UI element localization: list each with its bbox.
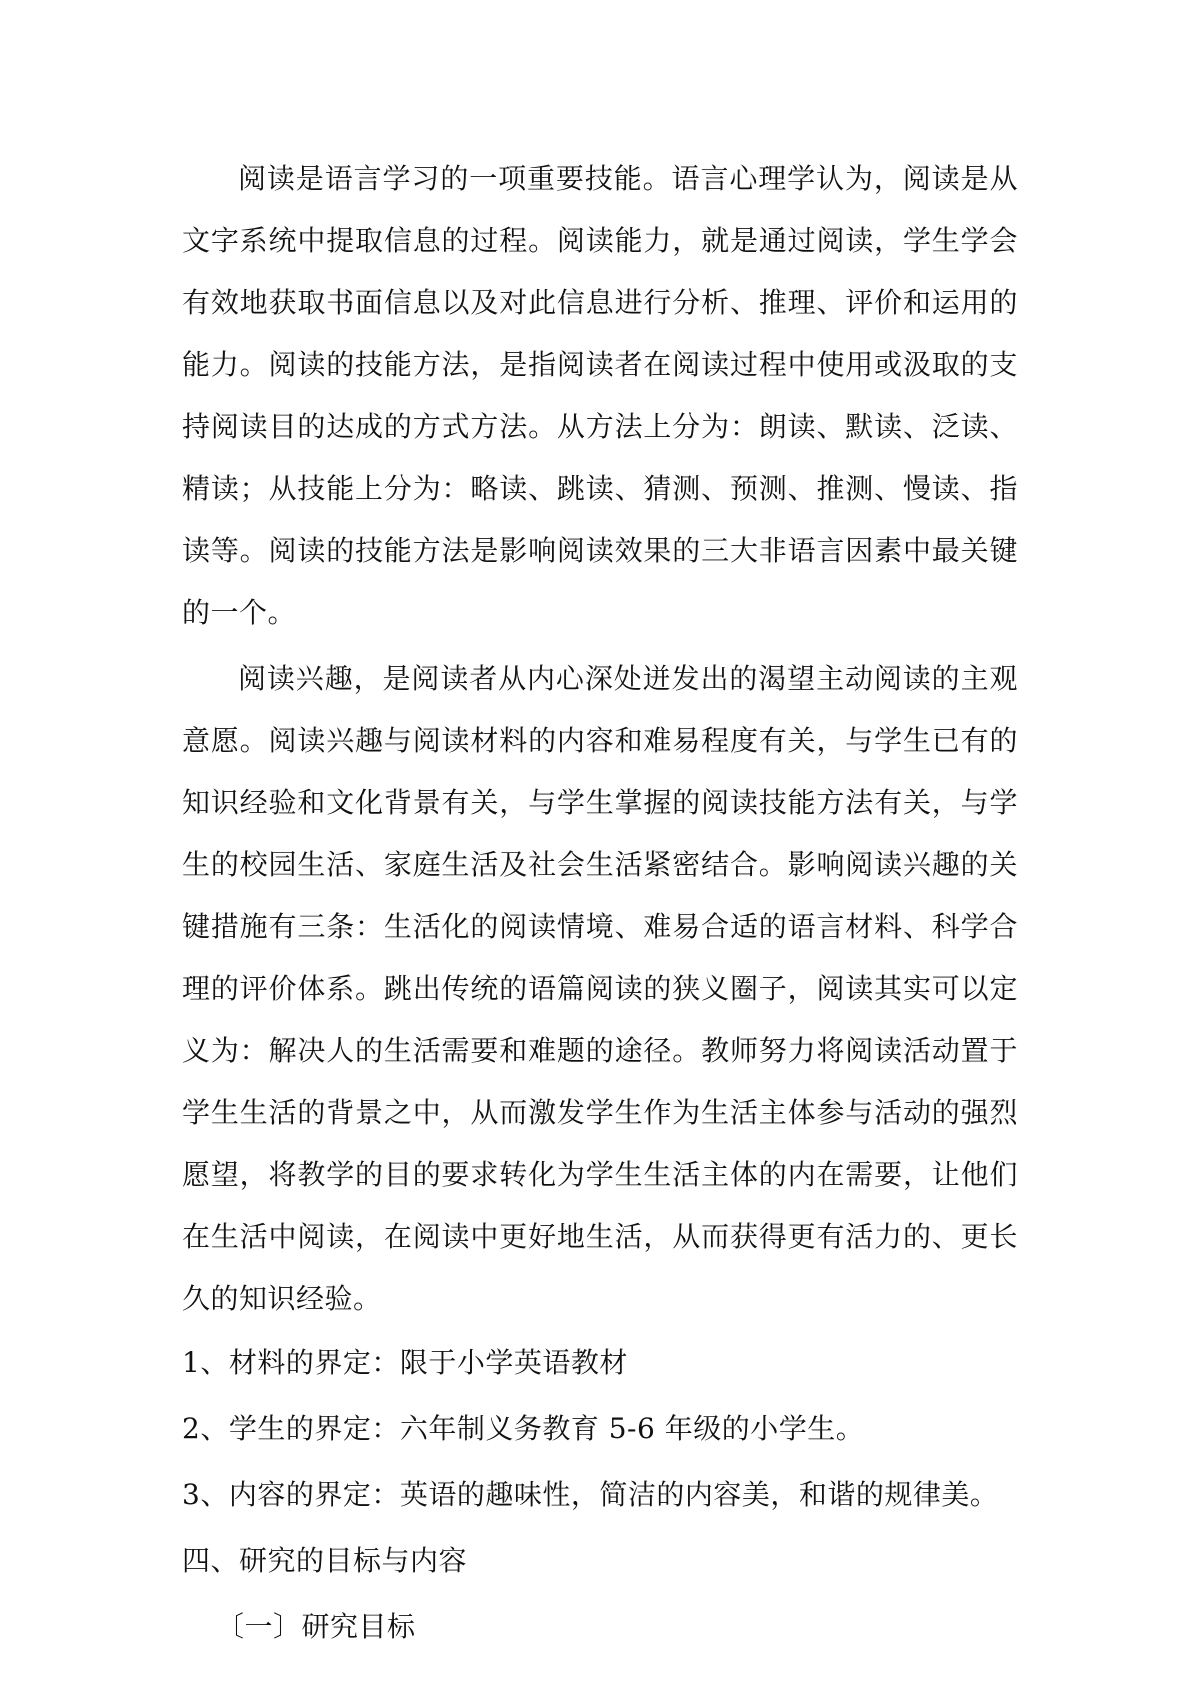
section-heading: 四、研究的目标与内容 (182, 1544, 468, 1577)
definition-material: 1、材料的界定：限于小学英语教材 (182, 1346, 628, 1379)
document-page (182, 148, 1018, 1660)
definition-students: 2、学生的界定：六年制义务教育 5-6 年级的小学生。 (182, 1412, 865, 1445)
paragraph-reading-skills: 阅读是语言学习的一项重要技能。语言心理学认为，阅读是从文字系统中提取信息的过程。阅读能力，就是通过阅读，学生学会有效地获取书面信息以及对此信息进行分析、推理、评价和运用的能力。阅读的技能方法，是指阅读者在阅读过程中使用或汲取的支持阅读目的达成的方式方法。从方法上分为：朗读、默读、泛读、精读；从技能上分为：略读、跳读、猜测、预测、推测、慢读、指读等。阅读的技能方法是影响阅读效果的三大非语言因素中最关键的一个。 (182, 162, 1018, 629)
subsection-heading: 〔一〕研究目标 (216, 1610, 416, 1643)
definition-content: 3、内容的界定：英语的趣味性，简洁的内容美，和谐的规律美。 (182, 1478, 999, 1511)
paragraph-reading-interest: 阅读兴趣，是阅读者从内心深处迸发出的渴望主动阅读的主观意愿。阅读兴趣与阅读材料的内容和难易程度有关，与学生已有的知识经验和文化背景有关，与学生掌握的阅读技能方法有关，与学生的校园生活、家庭生活及社会生活紧密结合。影响阅读兴趣的关键措施有三条：生活化的阅读情境、难易合适的语言材料、科学合理的评价体系。跳出传统的语篇阅读的狭义圈子，阅读其实可以定义为：解决人的生活需要和难题的途径。教师努力将阅读活动置于学生生活的背景之中，从而激发学生作为生活主体参与活动的强烈愿望，将教学的目的要求转化为学生生活主体的内在需要，让他们在生活中阅读，在阅读中更好地生活，从而获得更有活力的、更长久的知识经验。 (182, 662, 1018, 1315)
